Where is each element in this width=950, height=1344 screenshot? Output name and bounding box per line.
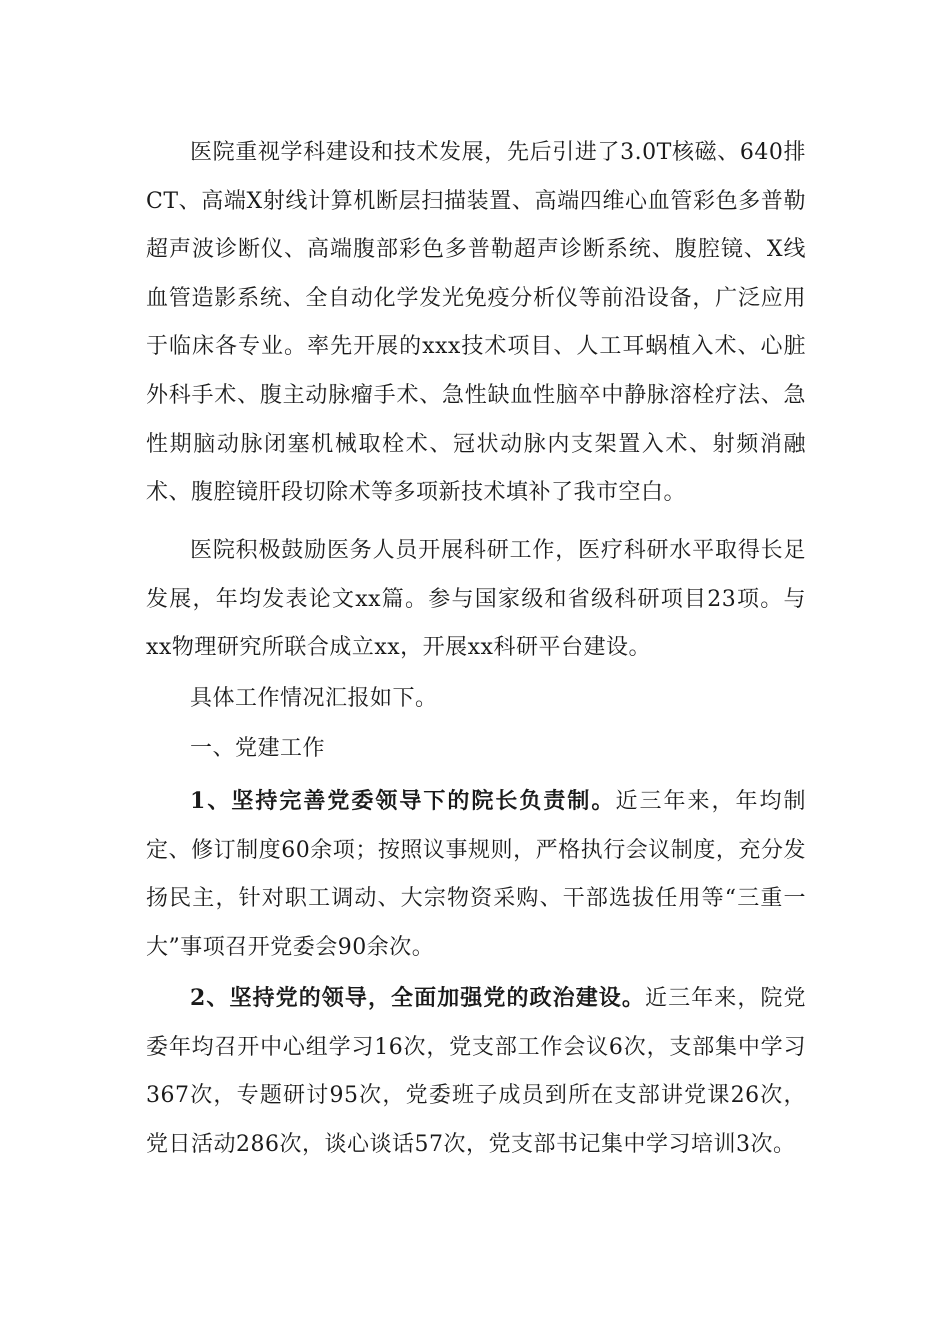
paragraph-discipline-development: 医院重视学科建设和技术发展，先后引进了3.0T核磁、640排CT、高端X射线计算机断层扫描装置、高端四维心血管彩色多普勒超声波诊断仪、高端腹部彩色多普勒超声诊断系统、腹腔镜、X线血管造影系统、全自动化学发光免疫分析仪等前沿设备，广泛应用于临床各专业。率先开展的xxx技术项目、人工耳蜗植入术、心脏外科手术、腹主动脉瘤手术、急性缺血性脑卒中静脉溶栓疗法、急性期脑动脉闭塞机械取栓术、冠状动脉内支架置入术、射频消融术、腹腔镜肝段切除术等多项新技术填补了我市空白。 (146, 140, 806, 506)
paragraph-research-work: 医院积极鼓励医务人员开展科研工作，医疗科研水平取得长足发展，年均发表论文xx篇。参与国家级和省级科研项目23项。与xx物理研究所联合成立xx，开展xx科研平台建设。 (146, 538, 806, 661)
paragraph-item-2 (146, 974, 806, 1169)
item-1-body: 近三年来，年均制定、修订制度60余项；按照议事规则，严格执行会议制度，充分发扬民主，针对职工调动、大宗物资采购、干部选拔任用等“三重一大”事项召开党委会90余次。 (146, 789, 806, 960)
section-heading-party-building: 一、党建工作 (190, 736, 326, 761)
item-2-lead: 2、坚持党的领导，全面加强党的政治建设。 (190, 985, 645, 1011)
paragraph-item-1 (146, 777, 806, 972)
paragraph-report-intro: 具体工作情况汇报如下。 (190, 686, 438, 711)
item-2-body: 近三年来，院党委年均召开中心组学习16次，党支部工作会议6次，支部集中学习367次，专题研讨95次，党委班子成员到所在支部讲党课26次，党日活动286次，谈心谈话57次，党支部书记集中学习培训3次。 (146, 986, 806, 1157)
item-1-lead: 1、坚持完善党委领导下的院长负责制。 (190, 788, 616, 814)
